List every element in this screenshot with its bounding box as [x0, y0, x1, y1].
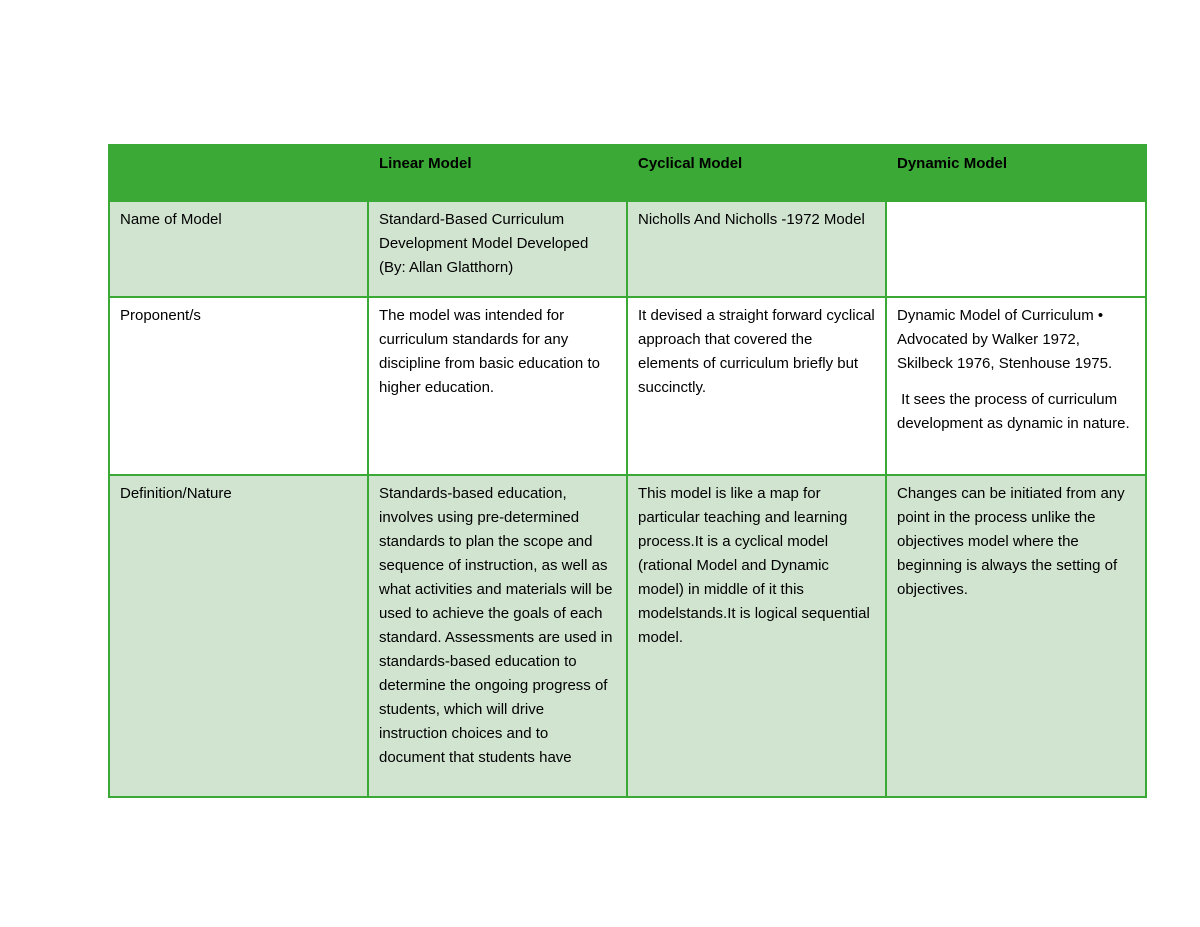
row-label-name-of-model: Name of Model — [109, 201, 368, 297]
table-row — [109, 475, 1146, 797]
definition-linear-cell: Standards-based education, involves using pre-determined standards to plan the scope and sequence of instruction, as well as what activities and materials will be used to achieve the goals of each standard. Assessments are used in standards-based education to determine the ongoing progress of students, which will drive instruction choices and to document that students have — [368, 475, 627, 797]
name-dynamic-cell — [886, 201, 1146, 297]
definition-dynamic-cell: Changes can be initiated from any point in the process unlike the objectives model where the beginning is always the setting of objectives. — [886, 475, 1146, 797]
name-linear-cell: Standard-Based Curriculum Development Model Developed (By: Allan Glatthorn) — [368, 201, 627, 297]
proponents-dynamic-cell — [886, 297, 1146, 475]
header-cyclical-model: Cyclical Model — [627, 145, 886, 201]
header-linear-model: Linear Model — [368, 145, 627, 201]
table-row — [109, 201, 1146, 297]
header-row — [109, 145, 1146, 201]
proponents-cyclical-cell: It devised a straight forward cyclical approach that covered the elements of curriculum briefly but succinctly. — [627, 297, 886, 475]
curriculum-models-table — [108, 144, 1147, 798]
proponents-dynamic-paragraph-1: Dynamic Model of Curriculum • Advocated by Walker 1972, Skilbeck 1976, Stenhouse 1975. — [897, 307, 1113, 372]
table-row — [109, 297, 1146, 475]
name-cyclical-cell: Nicholls And Nicholls -1972 Model — [627, 201, 886, 297]
proponents-dynamic-paragraph-2: It sees the process of curriculum development as dynamic in nature. — [897, 391, 1130, 432]
row-label-proponents: Proponent/s — [109, 297, 368, 475]
row-label-definition: Definition/Nature — [109, 475, 368, 797]
proponents-linear-cell: The model was intended for curriculum standards for any discipline from basic education to higher education. — [368, 297, 627, 475]
header-dynamic-model: Dynamic Model — [886, 145, 1146, 201]
header-empty-cell — [109, 145, 368, 201]
definition-cyclical-cell: This model is like a map for particular teaching and learning process.It is a cyclical model (rational Model and Dynamic model) in middle of it this modelstands.It is logical sequential model. — [627, 475, 886, 797]
